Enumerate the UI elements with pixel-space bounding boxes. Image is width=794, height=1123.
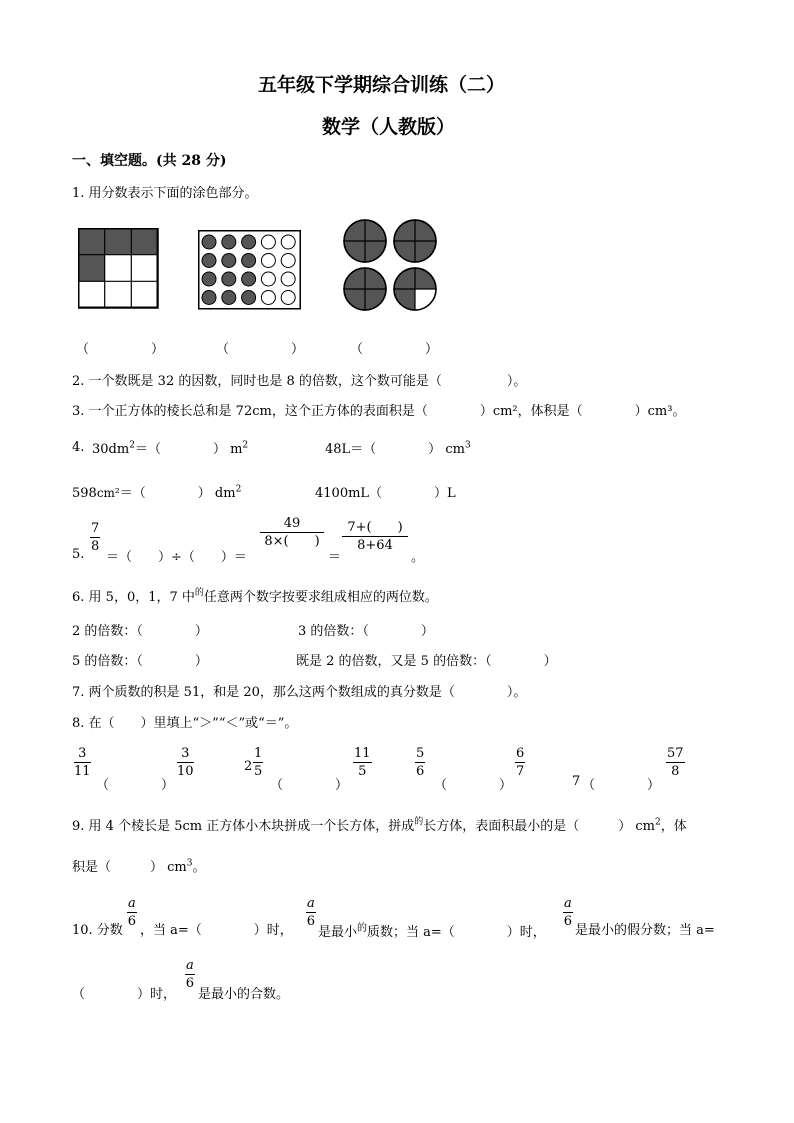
q1-blank-1[interactable]: （ ） [76,342,165,357]
q5-end: 。 [411,550,425,565]
q6-row1-a: 2 的倍数：（ ） [72,624,208,639]
dot [222,235,236,249]
q6-row2-b: 既是 2 的倍数，又是 5 的倍数：（ ） [296,654,557,669]
q4-item-a2: 48L＝（ ） $cm^3$ [325,440,471,457]
dots-figure [198,230,302,310]
q4-number: 4. [72,440,85,455]
dot [202,254,216,268]
quarter-circle [344,268,386,310]
q5-fraction-3: $\frac{7+( )}{8+64}$ [342,521,408,552]
q5-fraction-1: $\frac{7}{8}$ [91,521,100,554]
dot [202,272,216,286]
dot [261,272,275,286]
q1-text: 1. 用分数表示下面的涂色部分。 [72,186,258,201]
q10-part-e: 是最小的假分数；当 a= [575,923,715,938]
dot [281,254,295,268]
q10-part-f: （ ）时， [72,987,177,1002]
dot [222,291,236,305]
q8-blank-1[interactable]: （ ） [96,778,175,793]
q9-line-2: 积是（ ） $cm^3$。 [72,858,206,875]
q8-blank-3[interactable]: （ ） [434,778,513,793]
q8-whole-7: 7 [572,774,581,789]
section-heading: 一、填空题。(共 28 分) [72,153,227,169]
page-subtitle: 数学（人教版） [322,116,456,138]
q10-label: 10. 分数 [72,923,123,938]
q5-number: 5. [72,547,85,562]
q10-fraction-4: $\frac{a}{6}$ [185,958,195,991]
dot [261,291,275,305]
q3-text: 3. 一个正方体的棱长总和是 72cm，这个正方体的表面积是（ ）cm²，体积是（ ）cm³。 [72,404,686,419]
dot [281,272,295,286]
q5-middle: ＝（ ）÷（ ）＝ [106,550,247,565]
q6-text: 6. 用 5，0，1，7 中$^的$任意两个数字按要求组成相应的两位数。 [72,588,438,605]
dot [222,254,236,268]
q8-fraction-8: $\frac{57}{8}$ [667,746,684,779]
q8-text: 8. 在（ ）里填上“＞”“＜”或“＝”。 [72,716,298,731]
q10-fraction-3: $\frac{a}{6}$ [563,896,573,929]
dot [281,235,295,249]
dot [242,254,256,268]
dot [202,235,216,249]
q5-equals: ＝ [328,550,342,565]
q1-blank-3[interactable]: （ ） [350,342,439,357]
dot [202,291,216,305]
dot [242,235,256,249]
q4-item-b1: 598cm²＝（ ） $dm^2$ [72,484,242,501]
q10-fraction-1: $\frac{a}{6}$ [127,896,137,929]
dot [281,291,295,305]
quarter-circle [394,220,436,262]
grid-figure [78,228,160,310]
quarter-circle [394,268,436,310]
page-title: 五年级下学期综合训练（二） [258,74,506,96]
q10-part-b: ，当 a=（ ）时， [140,923,293,938]
q8-fraction-1: $\frac{3}{11}$ [74,746,91,779]
q4-item-a1: $30dm^2=$（ ） $m^2$ [92,440,249,457]
circles-figure [342,218,438,312]
q8-blank-4[interactable]: （ ） [582,778,661,793]
q2-text: 2. 一个数既是 32 的因数，同时也是 8 的倍数，这个数可能是（ ）。 [72,374,527,389]
q7-text: 7. 两个质数的积是 51，和是 20，那么这两个数组成的真分数是（ ）。 [72,685,527,700]
q8-whole-3: 2 [244,759,253,774]
q6-row2-a: 5 的倍数：（ ） [72,654,208,669]
q8-blank-2[interactable]: （ ） [270,778,349,793]
q4-item-b2: 4100mL（ ）L [315,486,456,501]
q10-fraction-2: $\frac{a}{6}$ [306,896,316,929]
dot [261,254,275,268]
q8-fraction-3: $\frac{1}{5}$ [254,746,263,779]
q1-blank-2[interactable]: （ ） [216,342,305,357]
q8-fraction-2: $\frac{3}{10}$ [177,746,194,779]
dot [222,272,236,286]
q8-fraction-4: $\frac{11}{5}$ [354,746,371,779]
q10-part-c: 是最小$^的$质数；当 a=（ ）时， [318,923,546,940]
dot [242,291,256,305]
dot [242,272,256,286]
dot [261,235,275,249]
q8-fraction-5: $\frac{5}{6}$ [416,746,425,779]
quarter-circle [344,220,386,262]
q5-fraction-2: $\frac{49}{8\times( )}$ [260,517,324,548]
q10-part-g: 是最小的合数。 [198,987,290,1002]
q9-line-1: 9. 用 4 个棱长是 5cm 正方体小木块拼成一个长方体，拼成$^的$长方体，表面积最小的是（ ） $cm^2$，体 [72,817,687,834]
q6-row1-b: 3 的倍数：（ ） [298,624,434,639]
q8-fraction-6: $\frac{6}{7}$ [516,746,525,779]
